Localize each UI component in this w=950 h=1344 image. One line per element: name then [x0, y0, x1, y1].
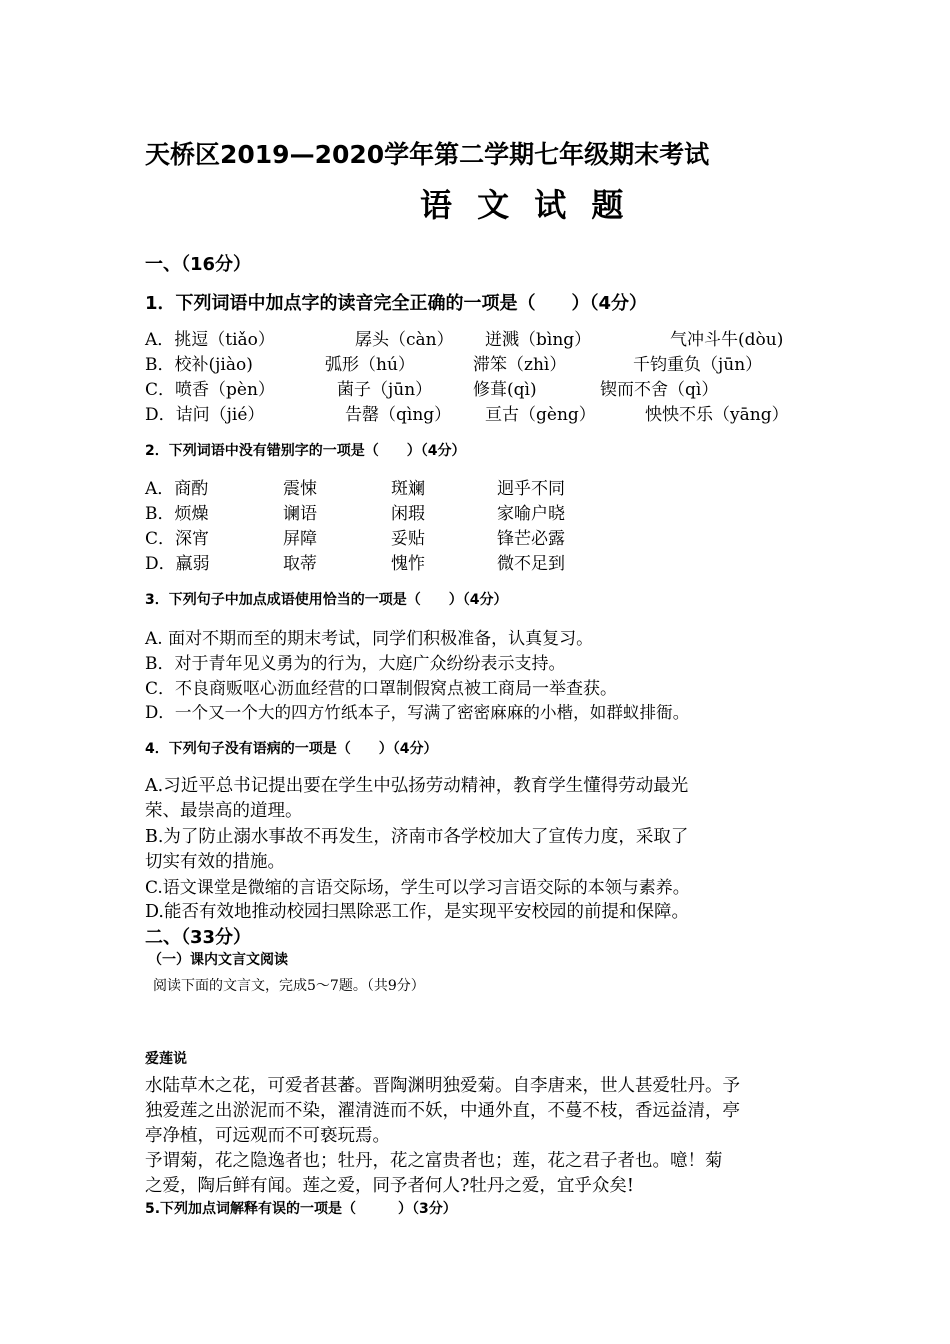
option-cell: A．商酌 — [145, 479, 209, 499]
option-cell: 修葺(qì) — [473, 380, 537, 400]
question-2-options — [145, 474, 645, 574]
passage-line: 水陆草木之花，可爱者甚蕃。晋陶渊明独爱菊。自李唐来，世人甚爱牡丹。予 — [145, 1076, 740, 1096]
q4-line: B.为了防止溺水事故不再发生，济南市各学校加大了宣传力度，采取了 — [145, 827, 689, 847]
question-2-stem: 2．下列词语中没有错别字的一项是（ ）（4分） — [145, 443, 466, 459]
q3-option-c: C．不良商贩呕心沥血经营的口罩制假窝点被工商局一举查获。 — [145, 679, 618, 699]
option-cell: A．挑逗（tiǎo） — [145, 330, 275, 350]
option-cell: 愧怍 — [391, 554, 425, 574]
question-5-stem: 5.下列加点词解释有误的一项是（ ）（3分） — [145, 1201, 457, 1217]
option-cell: 锋芒必露 — [497, 529, 565, 549]
option-cell: 闲瑕 — [391, 504, 425, 524]
option-cell: 屏障 — [283, 529, 317, 549]
q4-line: 切实有效的措施。 — [145, 852, 285, 872]
option-cell: 迸溅（bìng） — [485, 330, 592, 350]
option-cell: 滞笨（zhì） — [473, 355, 567, 375]
question-3-stem: 3．下列句子中加点成语使用恰当的一项是（ ）（4分） — [145, 592, 508, 608]
option-cell: 气冲斗牛(dòu) — [670, 330, 784, 350]
option-cell: 锲而不舍（qì） — [600, 380, 719, 400]
option-cell: B．校补(jiào) — [145, 355, 253, 375]
option-cell: 菌子（jūn） — [337, 380, 433, 400]
question-1-options — [145, 325, 825, 425]
section-two-heading: 二、（33分） — [145, 927, 252, 948]
q3-option-b: B．对于青年见义勇为的行为，大庭广众纷纷表示支持。 — [145, 654, 566, 674]
exam-title: 天桥区2019—2020学年第二学期七年级期末考试 — [145, 140, 710, 169]
option-cell: 弧形（hú） — [325, 355, 415, 375]
option-cell: C．喷香（pèn） — [145, 380, 275, 400]
option-cell: 微不足到 — [497, 554, 565, 574]
option-cell: 取蒂 — [283, 554, 317, 574]
option-cell: 迥乎不同 — [497, 479, 565, 499]
question-1-stem: 1．下列词语中加点字的读音完全正确的一项是（ ）（4分） — [145, 293, 648, 314]
option-cell: 谰语 — [283, 504, 317, 524]
question-4-stem: 4．下列句子没有语病的一项是（ ）（4分） — [145, 741, 438, 757]
option-cell: 斑斓 — [391, 479, 425, 499]
option-cell: D．羸弱 — [145, 554, 210, 574]
q4-line: C.语文课堂是微缩的言语交际场，学生可以学习言语交际的本领与素养。 — [145, 878, 690, 898]
option-cell: B．烦燥 — [145, 504, 209, 524]
passage-line: 亭净植，可远观而不可亵玩焉。 — [145, 1126, 390, 1146]
section-two-instruction: 阅读下面的文言文，完成5～7题。（共9分） — [153, 978, 425, 994]
option-cell: 怏怏不乐（yāng） — [645, 405, 789, 425]
option-cell: 千钧重负（jūn） — [633, 355, 763, 375]
option-cell: 告罄（qìng） — [345, 405, 452, 425]
section-two-subheading: （一）课内文言文阅读 — [148, 952, 288, 968]
option-cell: 震悚 — [283, 479, 317, 499]
q4-line: A.习近平总书记提出要在学生中弘扬劳动精神，教育学生懂得劳动最光 — [145, 776, 689, 796]
option-cell: 亘古（gèng） — [485, 405, 596, 425]
option-cell: C．深宵 — [145, 529, 210, 549]
q4-line: 荣、最崇高的道理。 — [145, 801, 303, 821]
passage-line: 予谓菊，花之隐逸者也；牡丹，花之富贵者也；莲，花之君子者也。噫！菊 — [145, 1151, 723, 1171]
subject-title: 语 文 试 题 — [420, 186, 624, 224]
passage-title: 爱莲说 — [145, 1051, 187, 1067]
option-cell: 妥贴 — [391, 529, 425, 549]
option-cell: D．诘问（jié） — [145, 405, 265, 425]
passage-line: 之爱，陶后鲜有闻。莲之爱，同予者何人?牡丹之爱，宜乎众矣! — [145, 1176, 634, 1196]
option-cell: 家喻户晓 — [497, 504, 565, 524]
q3-option-a: A. 面对不期而至的期末考试，同学们积极准备，认真复习。 — [145, 629, 594, 649]
option-cell: 孱头（càn） — [355, 330, 454, 350]
section-one-heading: 一、（16分） — [145, 254, 252, 275]
q4-line: D.能否有效地推动校园扫黑除恶工作，是实现平安校园的前提和保障。 — [145, 902, 689, 922]
passage-line: 独爱莲之出淤泥而不染，濯清涟而不妖，中通外直，不蔓不枝，香远益清，亭 — [145, 1101, 740, 1121]
q3-option-d: D．一个又一个大的四方竹纸本子，写满了密密麻麻的小楷，如群蚁排衙。 — [145, 703, 690, 722]
